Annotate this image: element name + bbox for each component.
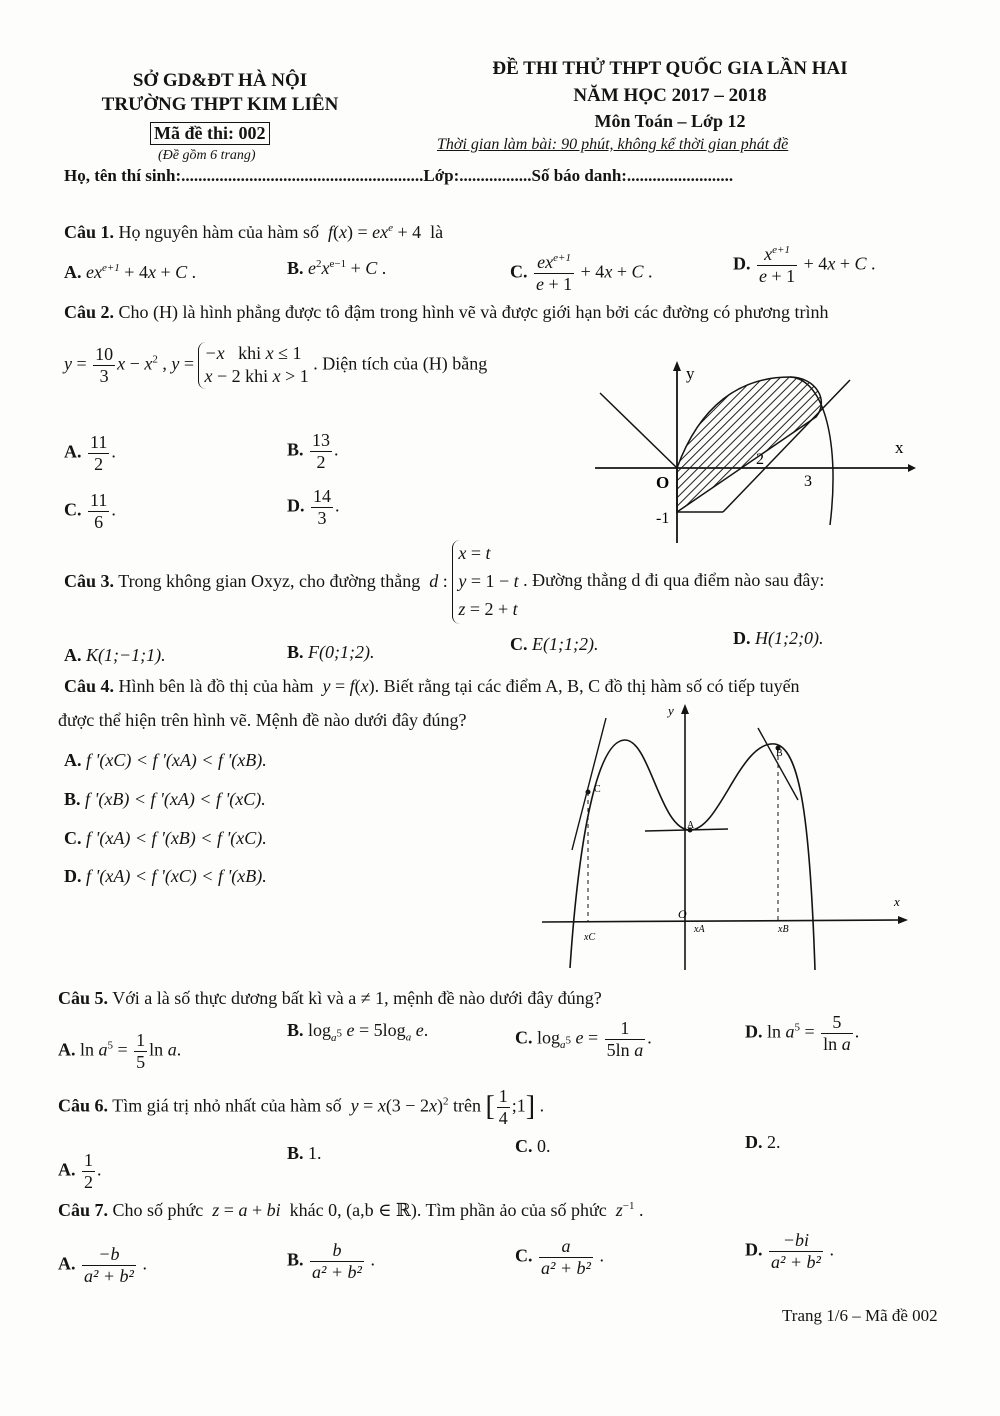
q1-option-d[interactable]: D. $\frac{x^{e+1}}{e + 1}$ + 4x + C . xyxy=(733,244,876,286)
label-c: C xyxy=(594,784,601,795)
line-y-neg-x xyxy=(600,393,677,468)
q2-option-c-num: 11 xyxy=(90,490,108,510)
q2-option-c-label: C. xyxy=(64,499,82,520)
q1-option-a[interactable]: A. $ex^{e+1} + 4x + C$ . xyxy=(64,262,197,282)
q2-option-d-den: 3 xyxy=(311,507,333,529)
question-4-label: Câu 4. xyxy=(64,676,115,696)
question-2-label: Câu 2. xyxy=(64,302,115,322)
school-name: TRƯỜNG THPT KIM LIÊN xyxy=(101,94,339,115)
q3-option-a[interactable] xyxy=(64,645,166,666)
q7-option-b-num: b xyxy=(332,1240,342,1260)
q1-option-b-label: B. xyxy=(287,258,304,278)
q6-option-d-label: D. xyxy=(745,1132,763,1152)
q5-option-a-label: A. xyxy=(58,1039,76,1060)
q3-option-c-value: E(1;1;2). xyxy=(532,634,599,654)
q6-option-b[interactable] xyxy=(287,1143,322,1164)
question-2-text: Cho (H) là hình phẳng được tô đậm trong hình vẽ và được giới hạn bởi các đường có phương trình xyxy=(118,302,829,322)
graph-y-label: y xyxy=(686,364,695,383)
q3-option-a-value: K(1;−1;1). xyxy=(86,645,166,665)
q3-option-a-label: A. xyxy=(64,645,82,665)
q2-option-d-label: D. xyxy=(287,495,305,516)
q6-option-b-value: 1. xyxy=(308,1143,322,1163)
question-1: Câu 1. Họ nguyên hàm của hàm số $f(x) = ex^e + 4$ là xyxy=(64,222,444,242)
q5-option-c[interactable]: C. $\log_{a^5} e$ = $\frac{1}{\text{5ln a}}$ . xyxy=(515,1018,652,1060)
q7-option-c-num: a xyxy=(561,1236,571,1256)
exam-code: Mã đề thi: 002 xyxy=(150,122,270,145)
question-3-tail: . Đường thẳng d đi qua điểm nào sau đây: xyxy=(523,569,825,590)
q5-option-b[interactable]: B. $\log_{a^5} e = 5\log_a$ e. xyxy=(287,1020,429,1044)
question-4-text: Hình bên là đồ thị của hàm xyxy=(118,676,314,696)
q4-option-a-label: A. xyxy=(64,750,82,770)
q4-option-b-label: B. xyxy=(64,789,81,809)
q3-option-c[interactable] xyxy=(510,634,598,655)
q4-option-d[interactable] xyxy=(64,866,267,887)
q3-option-d-value: H(1;2;0). xyxy=(755,628,824,648)
q5-option-c-label: C. xyxy=(515,1027,533,1048)
student-info-line: Họ, tên thí sinh:.........................................................Lớp:.................Số báo danh:......................... xyxy=(64,166,734,185)
exam-title: ĐỀ THI THỬ THPT QUỐC GIA LẦN HAI xyxy=(492,58,848,79)
q1-option-d-label: D. xyxy=(733,253,751,274)
question-6-mid: trên xyxy=(452,1095,481,1116)
question-5-label: Câu 5. xyxy=(58,988,109,1008)
subject: Môn Toán – Lớp 12 xyxy=(594,111,746,131)
q4-function-graph xyxy=(540,700,910,975)
y-axis-arrow-icon xyxy=(681,704,689,714)
question-7-text2: khác 0, (a,b ∈ ℝ). Tìm phần ảo của số phức xyxy=(289,1200,607,1220)
question-7: Câu 7. Cho số phức z = a + bi khác 0, (a,b ∈ ℝ). Tìm phần ảo của số phức $z^{-1}$ . xyxy=(58,1200,644,1220)
q2-option-b-label: B. xyxy=(287,439,304,460)
q6-option-a[interactable]: A. $\frac{1}{2}$ . xyxy=(58,1150,102,1192)
q3-option-d-label: D. xyxy=(733,628,751,648)
question-7-label: Câu 7. xyxy=(58,1200,109,1220)
graph-x-label: x xyxy=(894,894,900,909)
q7-option-a[interactable]: A. $\frac{-b}{\text{a² + b²}}$ . xyxy=(58,1244,147,1286)
y-axis-arrow-icon xyxy=(673,361,681,371)
q6-option-b-label: B. xyxy=(287,1143,304,1163)
q7-option-c[interactable]: C. $\frac{a}{\text{a² + b²}}$ . xyxy=(515,1236,604,1278)
label-a: A xyxy=(687,820,695,831)
label-b: B xyxy=(776,748,783,759)
q7-option-d-den: a² + b² xyxy=(771,1251,821,1272)
q3-option-c-label: C. xyxy=(510,634,528,654)
q2-option-d[interactable]: D. $\frac{14}{3}$ . xyxy=(287,486,340,528)
question-2 xyxy=(64,302,829,323)
department-name: SỞ GD&ĐT HÀ NỘI xyxy=(132,70,308,91)
q4-option-b[interactable] xyxy=(64,789,266,810)
q7-option-d-num: −bi xyxy=(782,1230,810,1250)
x-axis xyxy=(542,920,900,922)
q4-option-c-label: C. xyxy=(64,828,82,848)
q1-option-b[interactable]: B. $e^2x^{e-1} + C$ . xyxy=(287,258,387,278)
q4-option-d-value: f '(xA) < f '(xC) < f '(xB). xyxy=(86,866,267,886)
graph-tick-neg1: -1 xyxy=(656,510,670,527)
shaded-region-h xyxy=(677,377,821,512)
question-3-text: Trong không gian Oxyz, cho đường thẳng xyxy=(118,571,421,592)
question-2-tail: . Diện tích của (H) bằng xyxy=(313,353,488,374)
q2-option-a[interactable]: A. $\frac{11}{2}$ . xyxy=(64,432,116,474)
q6-option-c[interactable] xyxy=(515,1136,551,1157)
question-6-label: Câu 6. xyxy=(58,1095,109,1116)
label-xa: xA xyxy=(694,924,705,935)
q3-option-b-label: B. xyxy=(287,642,304,662)
graph-y-label: y xyxy=(668,703,674,718)
label-xc: xC xyxy=(584,932,596,943)
question-3: Câu 3. Trong không gian Oxyz, cho đường thẳng d : x = t y = 1 − t z = 2 + t . Đường thẳng d đi qua điểm nào sau đây: xyxy=(64,540,824,624)
question-5-text: Với a là số thực dương bất kì và a ≠ 1, mệnh đề nào dưới đây đúng? xyxy=(112,988,602,1008)
q4-option-b-value: f '(xB) < f '(xA) < f '(xC). xyxy=(85,789,266,809)
q7-option-d[interactable]: D. $\frac{-bi}{\text{a² + b²}}$ . xyxy=(745,1230,834,1272)
graph-tick-2: 2 xyxy=(756,451,764,468)
q6-option-d-value: 2. xyxy=(767,1132,781,1152)
question-1-label: Câu 1. xyxy=(64,222,115,242)
q7-option-b[interactable]: B. $\frac{b}{\text{a² + b²}}$ . xyxy=(287,1240,375,1282)
q2-option-c[interactable]: C. $\frac{11}{6}$ . xyxy=(64,490,116,532)
q1-option-a-label: A. xyxy=(64,262,82,282)
x-axis-arrow-icon xyxy=(908,464,916,472)
q2-option-d-num: 14 xyxy=(313,486,331,506)
graph-tick-3: 3 xyxy=(804,473,812,490)
q2-option-b-num: 13 xyxy=(312,430,331,450)
q3-option-d[interactable] xyxy=(733,628,823,649)
q7-option-a-den: a² + b² xyxy=(84,1265,134,1286)
q2-option-a-den: 2 xyxy=(88,453,109,475)
q6-option-a-label: A. xyxy=(58,1159,76,1180)
question-4-line2: được thể hiện trên hình vẽ. Mệnh đề nào dưới đây đúng? xyxy=(58,710,467,730)
q6-option-a-num: 1 xyxy=(84,1150,93,1170)
q2-option-c-den: 6 xyxy=(88,511,109,533)
question-3-label: Câu 3. xyxy=(64,571,115,592)
q5-option-d[interactable]: D. $\ln a^5$ = $\frac{5}{\text{ln a}}$ . xyxy=(745,1012,860,1054)
graph-origin-label: O xyxy=(656,473,670,492)
q3-option-b[interactable] xyxy=(287,642,375,663)
q7-option-a-num: −b xyxy=(98,1244,120,1264)
q7-option-d-label: D. xyxy=(745,1239,763,1260)
x-axis-arrow-icon xyxy=(898,916,908,924)
question-5 xyxy=(58,988,602,1009)
graph-x-label: x xyxy=(895,438,904,457)
q4-option-a[interactable] xyxy=(64,750,267,771)
pages-note: (Đề gồm 6 trang) xyxy=(158,148,256,163)
q5-option-d-label: D. xyxy=(745,1021,763,1042)
q7-option-b-label: B. xyxy=(287,1249,304,1270)
question-6-text: Tìm giá trị nhỏ nhất của hàm số xyxy=(112,1095,342,1116)
school-year: NĂM HỌC 2017 – 2018 xyxy=(573,85,767,106)
q7-option-b-den: a² + b² xyxy=(312,1261,362,1282)
tangent-at-c xyxy=(572,718,606,850)
q2-option-a-label: A. xyxy=(64,441,82,462)
page-footer: Trang 1/6 – Mã đề 002 xyxy=(782,1306,938,1325)
question-6: Câu 6. Tìm giá trị nhỏ nhất của hàm số $y = x(3 - 2x)^2$ trên [ $\frac{1}{4}$ ;1] . xyxy=(58,1086,545,1128)
question-4-text2: . Biết rằng tại các điểm A, B, C đồ thị hàm số có tiếp tuyến xyxy=(374,676,800,696)
point-c xyxy=(586,790,591,795)
question-2-equations: y = $\frac{10}{3}$ $x - x^2$ , y = −x khi x ≤ 1 x − 2 khi x > 1 . Diện tích của (H) bằng xyxy=(64,342,487,389)
question-4: Câu 4. Hình bên là đồ thị của hàm y = f(x). Biết rằng tại các điểm A, B, C đồ thị hàm số có tiếp tuyến xyxy=(64,676,800,696)
q5-option-b-label: B. xyxy=(287,1020,304,1040)
question-7-text: Cho số phức xyxy=(112,1200,204,1220)
q6-option-c-label: C. xyxy=(515,1136,533,1156)
q6-option-d[interactable] xyxy=(745,1132,781,1153)
q6-option-c-value: 0. xyxy=(537,1136,551,1156)
q2-option-b-den: 2 xyxy=(310,451,332,473)
q5-option-a[interactable]: A. $\ln a^5$ = $\frac{1}{5}$ ln a. xyxy=(58,1030,182,1072)
q6-option-a-den: 2 xyxy=(84,1171,93,1192)
q4-option-d-label: D. xyxy=(64,866,82,886)
q1-option-c[interactable]: C. $\frac{ex^{e+1}}{e + 1}$ + 4x + C . xyxy=(510,252,653,294)
q7-option-c-den: a² + b² xyxy=(541,1257,591,1278)
time-note: Thời gian làm bài: 90 phút, không kể thời gian phát đề xyxy=(437,136,789,153)
question-1-tail: là xyxy=(430,222,444,242)
q1-option-c-label: C. xyxy=(510,261,528,282)
q2-option-b[interactable]: B. $\frac{13}{2}$ . xyxy=(287,430,339,472)
q2-option-a-num: 11 xyxy=(90,432,108,452)
q7-option-c-label: C. xyxy=(515,1245,533,1266)
q3-option-b-value: F(0;1;2). xyxy=(308,642,375,662)
question-1-text: Họ nguyên hàm của hàm số xyxy=(118,222,319,242)
q4-option-c[interactable] xyxy=(64,828,267,849)
q4-option-c-value: f '(xA) < f '(xB) < f '(xC). xyxy=(86,828,267,848)
q4-option-a-value: f '(xC) < f '(xA) < f '(xB). xyxy=(86,750,267,770)
graph-origin-label: O xyxy=(678,907,687,921)
q2-area-graph xyxy=(590,355,920,545)
label-xb: xB xyxy=(778,924,789,935)
q7-option-a-label: A. xyxy=(58,1253,76,1274)
